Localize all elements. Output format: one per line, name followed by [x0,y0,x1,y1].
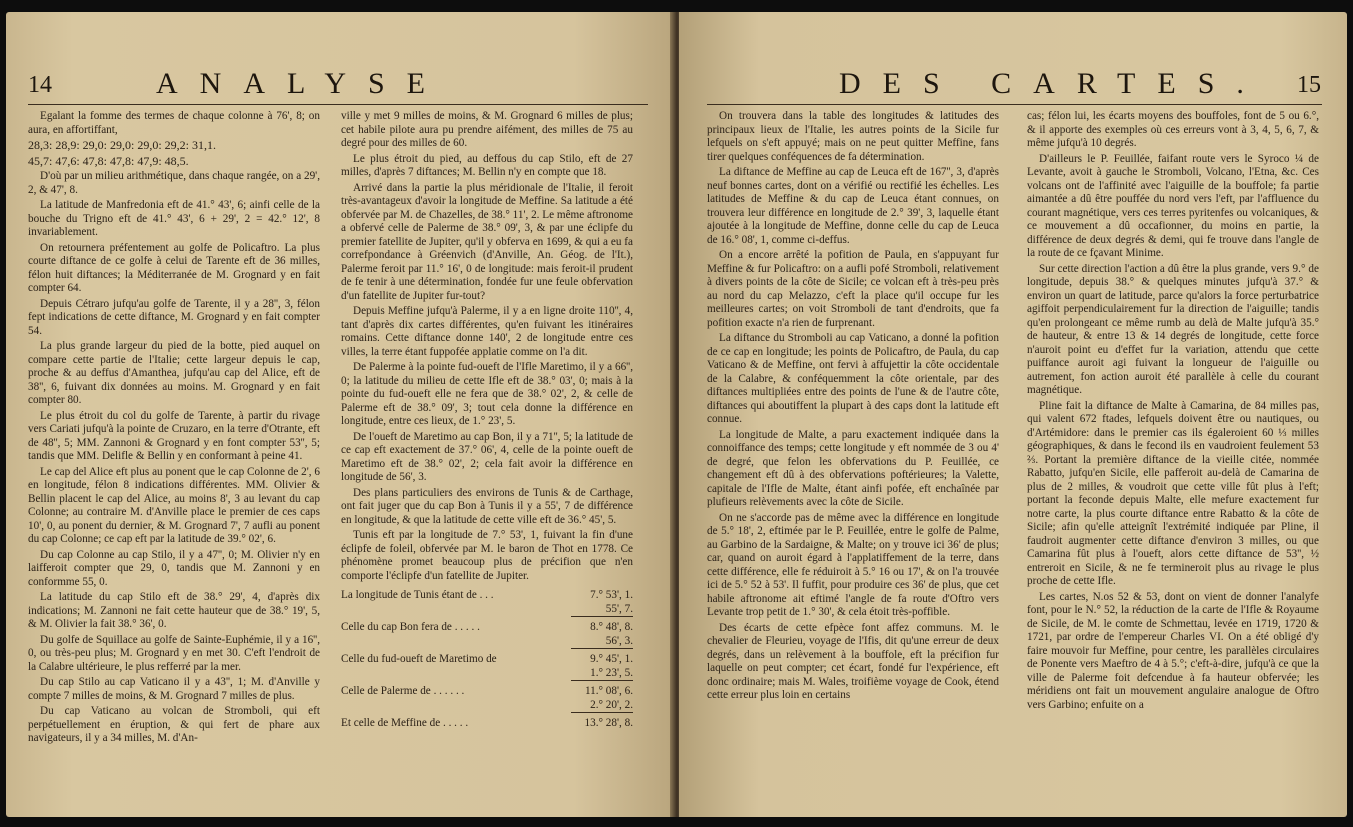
paragraph: De l'oueft de Maretimo au cap Bon, il y a 71'', 5; la latitude de ce cap eft exactement de 37.° 06', 4, celle de la pointe oueft de Maretimo eft de 38.° 02', 2; cela fait avoir la différence en longitude de 56', 3. [341,430,633,483]
table-row [341,587,633,619]
row-label: Et celle de Meffine de . . . . . [341,717,469,729]
paragraph: Le cap del Alice eft plus au ponent que le cap Colonne de 2', 6 en longitude, félon 8 indications différentes. MM. Olivier & Bellin placent le cap del Alice, au moins 8', 3 au levant du cap Colonne; au contraire M. d'Anville place le premier de ces caps 10', 0, au ponent du dernier, & M. Grognard 7', 7 aufli au ponent du cap Colonne; ce cap eft par la latitude de 39.° 02', 6. [28,465,320,545]
row-label: La longitude de Tunis étant de . . . [341,589,494,601]
paragraph: ville y met 9 milles de moins, & M. Grognard 6 milles de plus; cet habile pilote aura pu prendre aifément, des milles de 75 au degré pour des milles de 60. [341,110,633,149]
row-value: 11.° 08', 6. [584,685,633,697]
paragraph: Depuis Meffine jufqu'à Palerme, il y a en ligne droite 110'', 4, tant d'après dix cartes différentes, qu'en fuivant les itinéraires romains. Cette diftance donne 140', 2 de longitude entre ces villes, la terre étant fuppofée applatie comme on l'a dit. [341,305,633,358]
paragraph: Sur cette direction l'action a dû être la plus grande, vers 9.° de longitude, depuis 38.° & quelques minutes jufqu'à 37.° & environ un quart de latitude, parce qu'alors la force perturbatrice agiffoit perpendiculairement fur la direction de l'aiguille; tandis qu'en prolongeant ce même rumb au delà de Malte jufqu'à 35.° de hauteur, & entre 13 & 14 degrés de longitude, cette force n'auroit point eu d'effet fur la variation, attendu que cette puiffance auroit agi fuivant la longueur de l'aiguille ou autrement, fon action auroit été parallèle à celle du courant magnétique. [1027,262,1319,396]
row-diff: 1.° 23', 5. [571,667,633,682]
paragraph: La diftance du Stromboli au cap Vaticano, a donné la pofition de ce cap en longitude; les points de Policaftro, de Paula, du cap Vaticano & de Meffine, ont fervi à affujettir la côte occidentale de la Calabre, & conféquemment la côte orientale, par des diftances multipliées entre des points de l'une & de l'autre côte, diftances qui aboutiffent la plupart à des caps dont la latitude eft connue. [707,332,999,425]
table-row [341,619,633,651]
paragraph: D'où par un milieu arithmétique, dans chaque rangée, on a 29', 2, & 47', 8. [28,170,320,196]
row-diff: 2.° 20', 2. [571,699,633,714]
paragraph: On trouvera dans la table des longitudes & latitudes des principaux lieux de l'Italie, les autres points de la Sicile fur lefquels on s'eft appuyé; mais on ne peut quitter Meffine, fans tirer quelques conféquences de fa détermination. [707,110,999,163]
row-label: Celle de Palerme de . . . . . . [341,685,465,697]
paragraph: Tunis eft par la longitude de 7.° 53', 1, fuivant la fin d'une éclipfe de foleil, obfervée par M. le baron de Thot en 1778. Ce phénomène promet beaucoup plus de précifion que n'en comporte l'éclipfe d'un fatellite de Jupiter. [341,529,633,582]
row-value: 8.° 48', 8. [590,621,633,633]
row-label: Celle du cap Bon fera de . . . . . [341,621,480,633]
page-number: 15 [1297,72,1321,98]
row-value: 7.° 53', 1. [590,589,633,601]
paragraph: Le plus étroit du col du golfe de Tarente, à partir du rivage vers Cariati jufqu'à la pointe de Cruzaro, en la terre d'Otrante, eft de 48'', 5; MM. Zannoni & Grognard y en font compter 53'', 5; tandis que MM. Delifle & Bellin y en conformant à peine 41. [28,409,320,462]
paragraph: On a encore arrêté la pofition de Paula, en s'appuyant fur Meffine & fur Policaftro: on a aufli pofé Stromboli, relativement à divers points de la côte de Sicile; ce volcan eft à très-peu près au nord du cap Melazzo, c'eft la place qu'il occupe fur les meilleures cartes; on voit Stromboli de tant d'endroits, que fa pofition exacte n'a rien de furprenant. [707,249,999,329]
page-number: 14 [28,72,52,98]
paragraph: La diftance de Meffine au cap de Leuca eft de 167'', 3, d'après neuf bonnes cartes, dont on a vérifié ou rectifié les échelles. Les latitudes de Meffine & du cap de Leuca étant connues, on trouvera leur différence en longitude de 2.° 39', 3, laquelle étant ajoutée à la longitude de Meffine, donne celle du cap de Leuca de 16.° 08', 1, comme ci-deffus. [707,166,999,246]
row-value: 13.° 28', 8. [584,717,633,729]
table-row [341,715,633,733]
number-row: 28,3: 28,9: 29,0: 29,0: 29,0: 29,2: 31,1. [28,138,217,152]
header-rule [28,104,648,105]
paragraph: La latitude du cap Stilo eft de 38.° 29', 4, d'après dix indications; M. Zannoni ne fait cette hauteur que de 38.° 19', 5, & M. Olivier la fait 38.° 36', 0. [28,591,320,630]
paragraph: On ne s'accorde pas de même avec la différence en longitude de 5.° 18', 2, eftimée par le P. Feuillée, entre le golfe de Palme, au Garbino de la Sardaigne, & Malte; on y trouve ici 36' de plus; car, quand on auroit égard à l'applatiffement de la terre, dans cette différence, elle fe réduiroit à 5.° 16 ou 17', & on l'a trouvée ici de 5.° 52 à 53'. Il fuffit, pour produire ces 36' de plus, que cet habile aftronome ait eftimé l'angle de fa route d'Oftro vers Levante trop petit de 1.° 30', & cela étoit très-poffible. [707,511,999,618]
number-row: 45,7: 47,6: 47,8: 47,8: 47,9: 48,5. [28,153,189,168]
paragraph: On retournera préfentement au golfe de Policaftro. La plus courte diftance de ce golfe à celui de Tarente eft de 36 milles, félon huit diftances; la Méditerranée de M. Grognard y en fait compter 64. [28,241,320,294]
table-row [341,683,633,715]
paragraph: Le plus étroit du pied, au deffous du cap Stilo, eft de 27 milles, d'après 7 diftances; M. Bellin n'y en compte que 18. [341,152,633,178]
paragraph: Depuis Cétraro jufqu'au golfe de Tarente, il y a 28'', 3, félon fept indications de cette diftance, M. Grognard y en fait compter 54. [28,297,320,337]
left-column-2 [341,110,633,800]
running-head: ANALYSE [156,67,447,100]
row-label: Celle du fud-oueft de Maretimo de [341,653,497,665]
paragraph: Les cartes, N.os 52 & 53, dont on vient de donner l'analyfe font, pour le N.° 52, la réduction de la carte de l'Ifle & Royaume de Sicile, de M. le comte de Schmettau, levée en 1719, 1720 & 1721, par ordre de l'empereur Charles VI. On a été obligé d'y faire mouvoir fur Meffine, pour centre, les parallèles circulaires de Ponente vers Maeftro de 4 à 5.°; c'eft-à-dire, jufqu'à ce que la ville de Palerme foit defcendue à fa hauteur obfervée; les méridiens ont fait un mouvement angulaire analogue de Oftro vers Garbino; enfuite on a [1027,590,1319,711]
row-diff: 56', 3. [571,635,633,650]
right-page [679,12,1347,817]
paragraph: Des écarts de cette efpèce font affez communs. M. le chevalier de Fleurieu, voyage de l'Ifis, dit qu'une erreur de deux degrés, dans un relèvement à la bouffole, eft la précifion fur laquelle on peut compter; cet écart, fondé fur l'expérience, eft donc ordinaire; mais M. Wales, troifième voyage de Cook, étend cette erreur plus loin en certains [707,621,999,701]
paragraph: De Palerme à la pointe fud-oueft de l'Ifle Maretimo, il y a 66'', 0; la latitude du milieu de cette Ifle eft de 38.° 03', 0; mais à la pointe du fud-oueft elle ne fera que de 38.° 02', 2, & celle de Palerme eft de 38.° 09', 3; tout cela donne la différence en longitude, entre ces lieux, de 1.° 23', 5. [341,361,633,427]
paragraph: Des plans particuliers des environs de Tunis & de Carthage, ont fait juger que du cap Bon à Tunis il y a 55', 7 de différence en longitude, & que la latitude de cette ville eft de 36.° 45', 5. [341,486,633,526]
longitude-table [341,587,633,733]
paragraph: D'ailleurs le P. Feuillée, faifant route vers le Syroco ¼ de Levante, avoit à gauche le Stromboli, Volcano, l'Etna, &c. Ces volcans ont de l'affinité avec l'aiguille de la bouffole; fa partie aimantée a dû être pouffée du nord vers l'eft, par l'affluence du courant magnétique, vers ces terres pyritenfes ou volcaniques, & ce mouvement a dû occafionner, du moins en partie, la différence de deux degrés & demi, qui fe trouve dans l'angle de la route de ce fçavant Minime. [1027,152,1319,259]
row-diff: 55', 7. [571,603,633,618]
paragraph: cas; félon lui, les écarts moyens des bouffoles, font de 5 ou 6.°, & il apporte des exemples où ces erreurs vont à 3, 4, 5, 6, 7, & même jufqu'à 10 degrés. [1027,110,1319,149]
row-value: 9.° 45', 1. [590,653,633,665]
paragraph: La longitude de Malte, a paru exactement indiquée dans la connoiffance des temps; cette longitude y eft nommée de 3 ou 4' de degré, que felon les obfervations du P. Feuillée, ce changement eft dû à des obfervations poftérieures; la Valette, capitale de l'Ifle de Malte, étant ainfi pofée, eft enchaînée par plufieurs relèvements avec la côte de Sicile. [707,428,999,508]
right-column-1 [707,110,999,800]
paragraph: Du cap Vaticano au volcan de Stromboli, qui eft perpétuellement en éruption, & qui fert de phare aux navigateurs, il y a 34 milles, M. d'An- [28,705,320,744]
table-row [341,651,633,683]
paragraph: La plus grande largeur du pied de la botte, pied auquel on compare cette partie de l'Italie; cette largeur depuis le cap, proche & au deffus d'Amanthea, jufqu'au cap del Alice, eft de 38'', 6, fuivant dix données au moins. M. Grognard y en fait compter 80. [28,340,320,406]
paragraph: Egalant la fomme des termes de chaque colonne à 76', 8; on aura, en affortiffant, [28,110,320,136]
paragraph: Du cap Stilo au cap Vaticano il y a 43'', 1; M. d'Anville y compte 7 milles de moins, & M. Grognard 7 milles de plus. [28,676,320,702]
right-column-2 [1027,110,1319,800]
left-column-1 [28,110,320,800]
paragraph: La latitude de Manfredonia eft de 41.° 43', 6; ainfi celle de la bouche du Trigno eft de 41.° 43', 6 + 29', 2 = 42.° 12', 8 invariablement. [28,199,320,238]
left-page [6,12,674,817]
header-rule [707,104,1322,105]
running-head: DES CARTES. [839,67,1266,100]
paragraph: Du cap Colonne au cap Stilo, il y a 47'', 0; M. Olivier n'y en laifferoit compter que 29, 0, tandis que M. Zannoni y en conformme 55, 0. [28,548,320,588]
paragraph: Arrivé dans la partie la plus méridionale de l'Italie, il feroit très-avantageux d'avoir la longitude de Meffine. Sa latitude a été obfervée par M. de Chazelles, de 38.° 11', 2. Le même aftronome a obfervé celle de Palerme de 38.° 09', 3, & par une éclipfe du premier fatellite de Jupiter, qu'il y obferva en 1699, & qui a eu fa correfpondance à Gréenvich (d'Anville, An. Géog. de l'It.), Palerme feroit par 11.° 16', 0 de longitude: mais feroit-il prudent de fe tenir à une détermination, fondée fur une feule obfervation d'un fatellite de Jupiter fur-tout? [341,181,633,302]
paragraph: Du golfe de Squillace au golfe de Sainte-Euphémie, il y a 16'', 0, ou très-peu plus; M. Grognard y en met 30. C'eft l'endroit de la Calabre ultérieure, le plus refferré par la mer. [28,633,320,673]
paragraph: Pline fait la diftance de Malte à Camarina, de 84 milles pas, qui valent 672 ftades, lefquels doivent être ou nautiques, ou d'Artémidore: dans le premier cas ils égaleroient 60 ⅓ milles géographiques, & dans le fecond ils en vaudroient feulement 53 ⅔. Portant la première diftance de la vieille citée, nommée Rabatto, jufqu'en Sicile, elle pafferoit au-delà de Camarina de plus de 2 milles, & voudroit que cette ville fût plus à l'eft; portant la feconde depuis Malte, elle mefure exactement fur notre carte, la plus courte diftance entre Rabatto & la côte de Sicile; afin qu'elle atteignît l'extrémité indiquée par Pline, il faudroit augmenter cette diftance d'environ 3 milles, ou que Camarina fût plus à l'oueft, alors cette diftance de 53'', ½ entreroit en Sicile, & ne fe termineroit plus au rivage le plus proche de cette Ifle. [1027,399,1319,587]
